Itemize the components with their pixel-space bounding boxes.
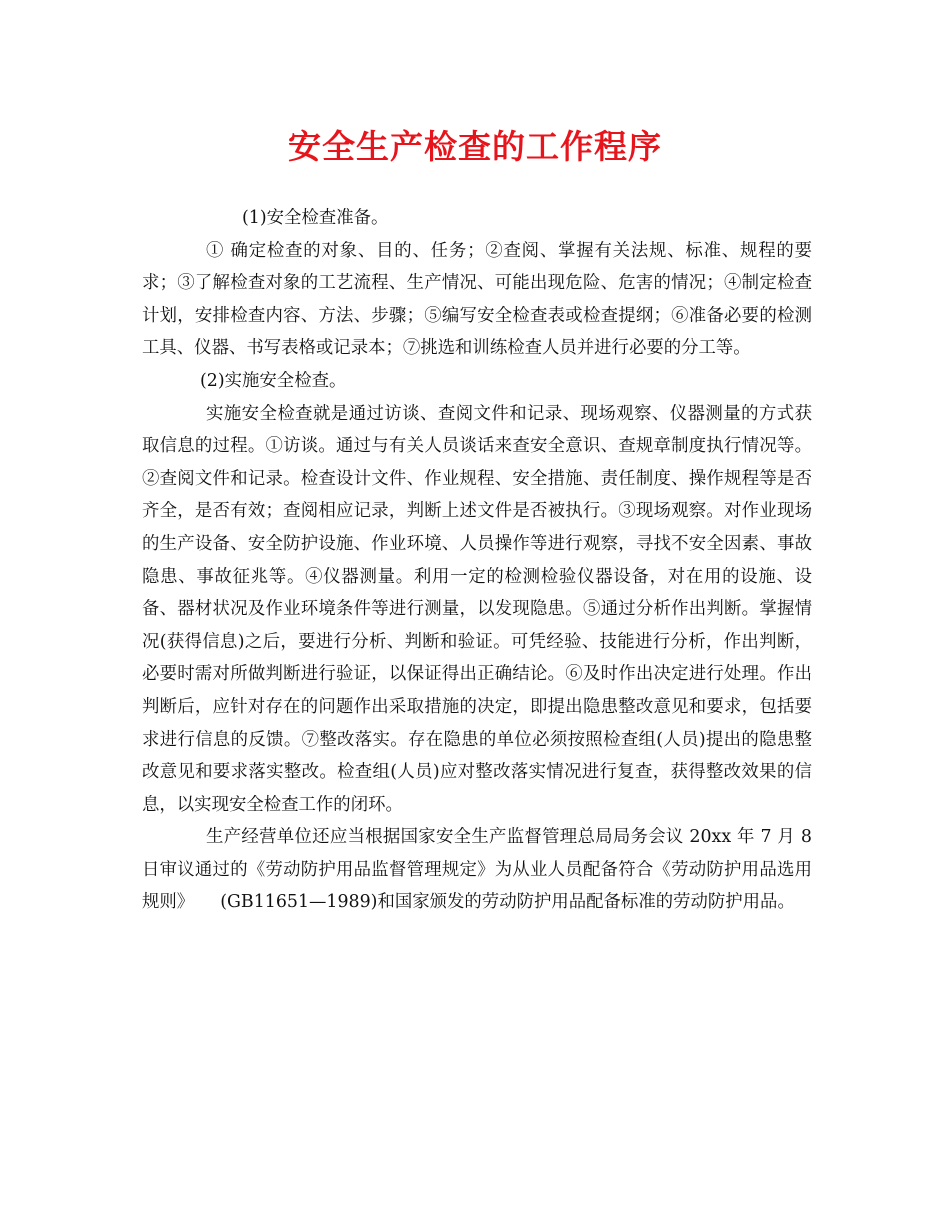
document-title: 安全生产检查的工作程序 — [288, 127, 662, 166]
paragraph-implementation-steps: 实施安全检查就是通过访谈、查阅文件和记录、现场观察、仪器测量的方式获取信息的过程。①访谈。通过与有关人员谈话来查安全意识、查规章制度执行情况等。②查阅文件和记录。检查设计文件、作业规程、安全措施、责任制度、操作规程等是否齐全，是否有效；查阅相应记录，判断上述文件是否被执行。③现场观察。对作业现场的生产设备、安全防护设施、作业环境、人员操作等进行观察，寻找不安全因素、事故隐患、事故征兆等。④仪器测量。利用一定的检测检验仪器设备，对在用的设施、设备、器材状况及作业环境条件等进行测量，以发现隐患。⑤通过分析作出判断。掌握情况(获得信息)之后，要进行分析、判断和验证。可凭经验、技能进行分析，作出判断，必要时需对所做判断进行验证，以保证得出正确结论。⑥及时作出决定进行处理。作出判断后，应针对存在的问题作出采取措施的决定，即提出隐患整改意见和要求，包括要求进行信息的反馈。⑦整改落实。存在隐患的单位必须按照检查组(人员)提出的隐患整改意见和要求落实整改。检查组(人员)应对整改落实情况进行复查，获得整改效果的信息，以实现安全检查工作的闭环。 — [142, 403, 812, 815]
document-body — [142, 202, 812, 919]
paragraph-preparation-steps: ① 确定检查的对象、目的、任务；②查阅、掌握有关法规、标准、规程的要求；③了解检查对象的工艺流程、生产情况、可能出现危险、危害的情况；④制定检查计划，安排检查内容、方法、步骤；⑤编写安全检查表或检查提纲；⑥准备必要的检测工具、仪器、书写表格或记录本；⑦挑选和训练检查人员并进行必要的分工等。 — [142, 240, 812, 359]
paragraph-protective-equipment: 生产经营单位还应当根据国家安全生产监督管理总局局务会议 20xx 年 7 月 8 日审议通过的《劳动防护用品监督管理规定》为从业人员配备符合《劳动防护用品选用规则》 (GB11651—1989)和国家颁发的劳动防护用品配备标准的劳动防护用品。 — [142, 827, 812, 913]
section-heading-preparation: (1)安全检查准备。 — [242, 208, 389, 228]
section-heading-implementation: (2)实施安全检查。 — [200, 370, 347, 391]
